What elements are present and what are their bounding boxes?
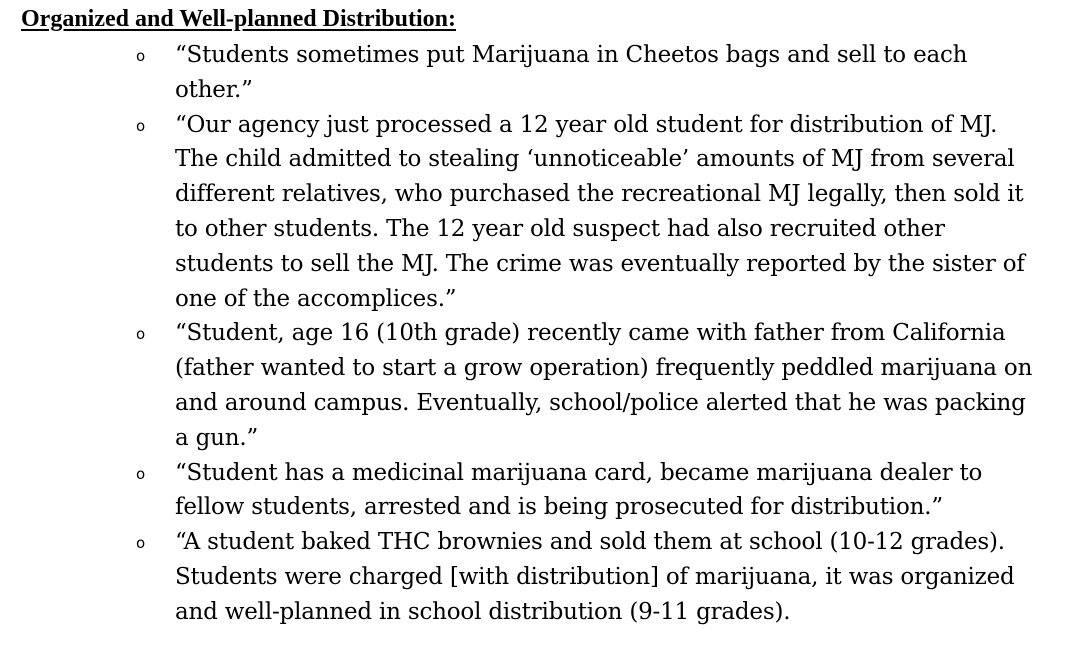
list-item — [0, 525, 1035, 629]
list-item — [0, 456, 1035, 526]
quote-text: “A student baked THC brownies and sold them at school (10-12 grades). Students were charged [with distribution] of marijuana, it was organized and well-planned in school distribution (9-11 grades). — [175, 529, 1015, 625]
quote-text: “Students sometimes put Marijuana in Cheetos bags and sell to each other.” — [175, 42, 968, 103]
quote-text: “Student has a medicinal marijuana card, became marijuana dealer to fellow students, arrested and is being prosecuted for distribution.” — [175, 459, 983, 521]
list-item — [0, 38, 1035, 108]
quote-text: “Our agency just processed a 12 year old student for distribution of MJ. The child admitted to stealing ‘unnoticeable’ amounts of MJ from several different relatives, who purchased the recreational MJ legally, then sold it to other students. The 12 year old suspect had also recruited other students to sell the MJ. The crime was eventually reported by the sister of one of the accomplices.” — [175, 111, 1025, 312]
hollow-bullet-icon: o — [136, 534, 145, 553]
quote-list — [0, 38, 1081, 630]
section-heading: Organized and Well-planned Distribution: — [21, 6, 456, 32]
list-item — [0, 316, 1035, 455]
quote-text: “Student, age 16 (10th grade) recently came with father from California (father wanted to start a grow operation) frequently peddled marijuana on and around campus. Eventually, school/police alerted that he was packing a gun.” — [175, 320, 1033, 451]
hollow-bullet-icon: o — [136, 464, 145, 483]
hollow-bullet-icon: o — [136, 325, 145, 344]
list-item — [0, 108, 1035, 317]
hollow-bullet-icon: o — [136, 116, 145, 135]
hollow-bullet-icon: o — [136, 47, 145, 65]
